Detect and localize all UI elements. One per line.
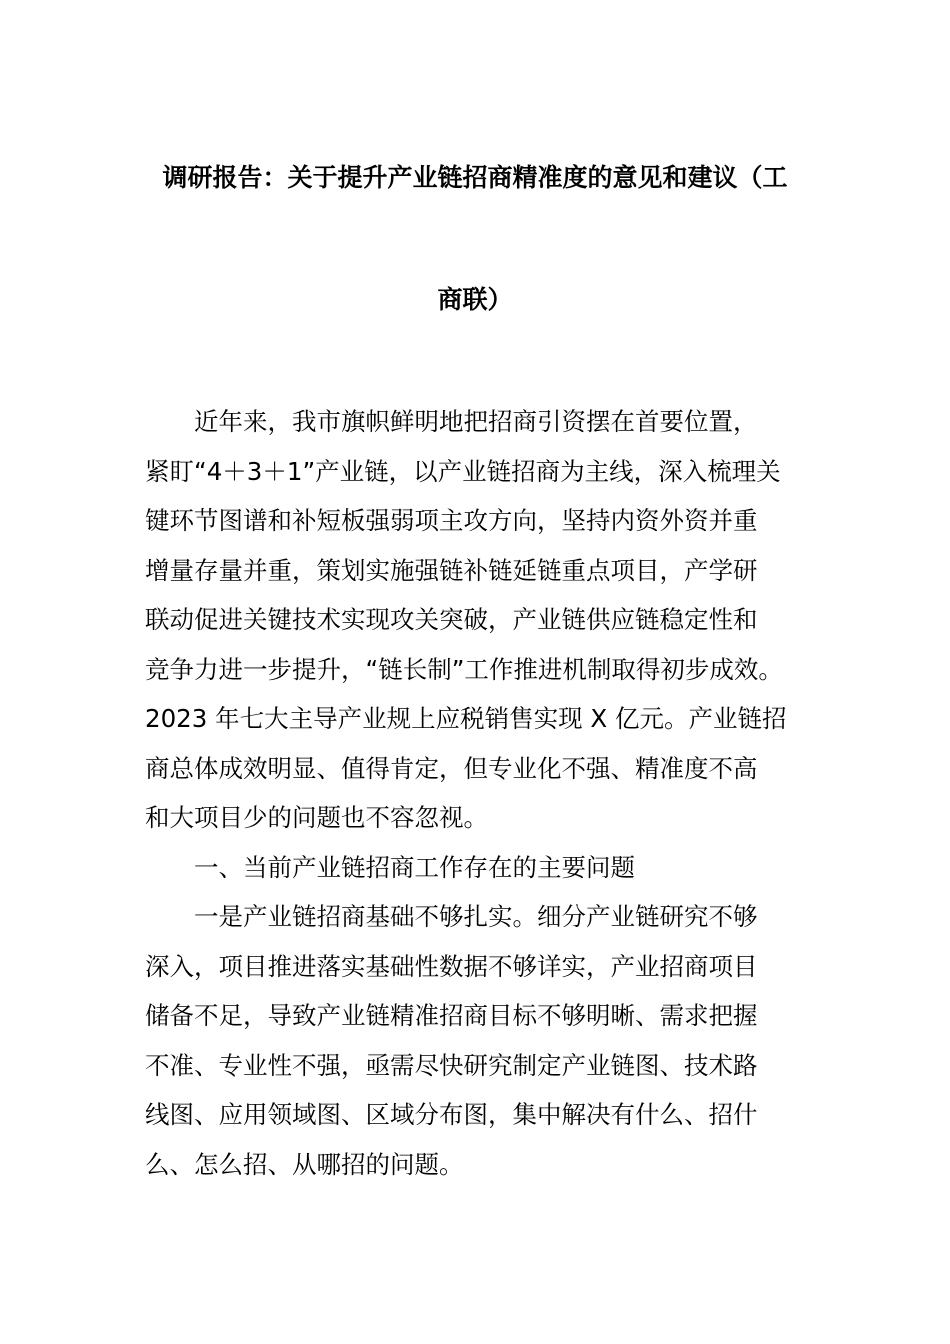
body-line: 联动促进关键技术实现攻关突破，产业链供应链稳定性和 bbox=[145, 605, 758, 634]
document-title-line-2: 商联） bbox=[437, 285, 513, 314]
document-title-line-1: 调研报告：关于提升产业链招商精准度的意见和建议（工 bbox=[162, 163, 788, 192]
body-line: 一是产业链招商基础不够扎实。细分产业链研究不够 bbox=[194, 902, 758, 931]
body-line: 储备不足，导致产业链精准招商目标不够明晰、需求把握 bbox=[145, 1001, 758, 1030]
body-line: 2023 年七大主导产业规上应税销售实现 X 亿元。产业链招 bbox=[145, 704, 787, 733]
body-line: 增量存量并重，策划实施强链补链延链重点项目，产学研 bbox=[145, 556, 758, 585]
section-heading: 一、当前产业链招商工作存在的主要问题 bbox=[194, 853, 635, 882]
body-line: 紧盯“4＋3＋1”产业链，以产业链招商为主线，深入梳理关 bbox=[145, 457, 781, 486]
body-line: 键环节图谱和补短板强弱项主攻方向，坚持内资外资并重 bbox=[145, 506, 758, 535]
body-line: 竞争力进一步提升，“链长制”工作推进机制取得初步成效。 bbox=[145, 655, 783, 684]
body-line: 商总体成效明显、值得肯定，但专业化不强、精准度不高 bbox=[145, 754, 758, 783]
body-line: 近年来，我市旗帜鲜明地把招商引资摆在首要位置， bbox=[194, 407, 758, 436]
body-line: 和大项目少的问题也不容忽视。 bbox=[145, 803, 488, 832]
body-line: 深入，项目推进落实基础性数据不够详实，产业招商项目 bbox=[145, 952, 758, 981]
body-line: 么、怎么招、从哪招的问题。 bbox=[145, 1150, 464, 1179]
body-line: 线图、应用领域图、区域分布图，集中解决有什么、招什 bbox=[145, 1100, 758, 1129]
body-line: 不准、专业性不强，亟需尽快研究制定产业链图、技术路 bbox=[145, 1051, 758, 1080]
